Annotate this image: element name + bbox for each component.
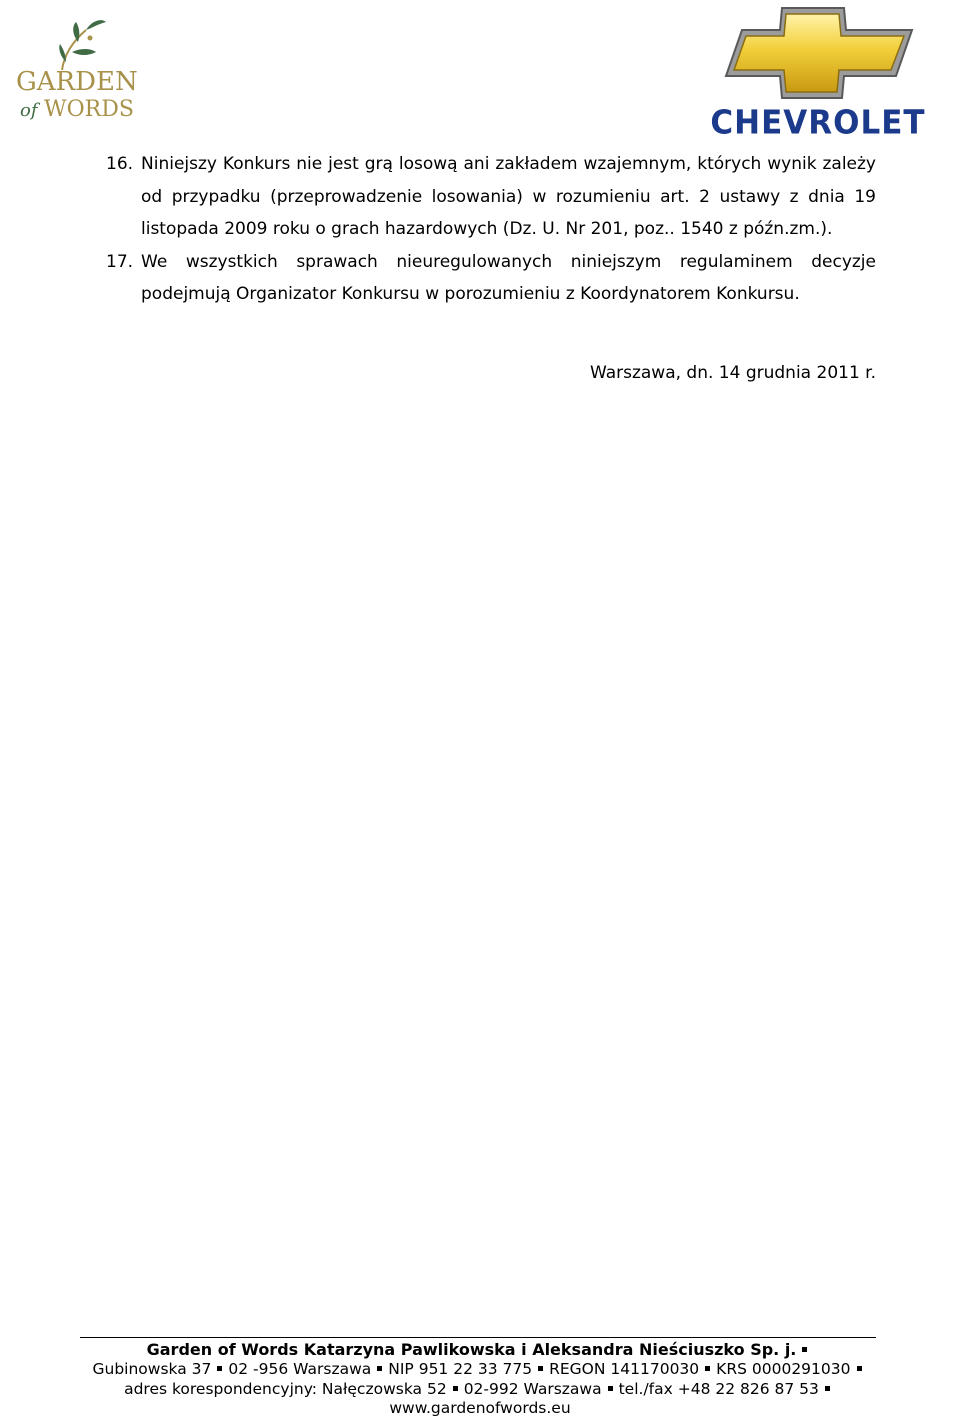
logo-text-garden: GARDEN [16, 67, 138, 97]
phone-fax: tel./fax +48 22 826 87 53 [618, 1380, 819, 1398]
logo-text-words: WORDS [44, 97, 134, 122]
footer-website-line [0, 1398, 960, 1418]
item-text: We wszystkich sprawach nieuregulowanych niniejszym regulaminem decyzje podejmują Organizator Konkursu w porozumieniu z Koordynatorem Konkursu. [141, 251, 876, 304]
footer-address-line [0, 1359, 960, 1379]
street: Gubinowska 37 [92, 1360, 212, 1378]
logo-text-of: of [20, 100, 38, 121]
place-and-date: Warszawa, dn. 14 grudnia 2011 r. [589, 363, 876, 383]
separator-bullet [825, 1386, 830, 1391]
company-name: Garden of Words Katarzyna Pawlikowska i Aleksandra Nieściuszko Sp. j. [146, 1340, 797, 1359]
separator-bullet [217, 1366, 222, 1371]
separator-bullet [705, 1366, 710, 1371]
separator-bullet [857, 1366, 862, 1371]
item-number: 16. [106, 154, 134, 174]
list-item [106, 246, 876, 311]
footer-correspondence-line [0, 1379, 960, 1399]
separator-bullet [538, 1366, 543, 1371]
separator-bullet [377, 1366, 382, 1371]
postal-city: 02 -956 Warszawa [228, 1360, 372, 1378]
garden-of-words-emblem [2, 12, 138, 126]
correspondence-address: adres korespondencyjny: Nałęczowska 52 [124, 1380, 447, 1398]
chevrolet-bowtie-icon [682, 2, 954, 102]
list-item [106, 148, 876, 246]
krs: KRS 0000291030 [716, 1360, 851, 1378]
regon: REGON 141170030 [549, 1360, 700, 1378]
separator-bullet [802, 1347, 807, 1352]
document-body [106, 148, 876, 311]
footer-company [0, 1340, 960, 1360]
correspondence-city: 02-992 Warszawa [463, 1380, 602, 1398]
website-link[interactable]: www.gardenofwords.eu [389, 1399, 571, 1417]
item-number: 17. [106, 251, 134, 272]
footer-divider [80, 1337, 876, 1338]
nip: NIP 951 22 33 775 [388, 1360, 533, 1378]
item-text: Niniejszy Konkurs nie jest grą losową ani zakładem wzajemnym, których wynik zależy od przypadku (przeprowadzenie losowania) w rozumieniu art. 2 ustawy z dnia 19 listopada 2009 roku o grach hazardowych (Dz. U. Nr 201, poz.. 1540 z późn.zm.). [141, 154, 876, 239]
garden-of-words-logo [2, 12, 138, 126]
chevrolet-logo [682, 2, 954, 140]
separator-bullet [453, 1386, 458, 1391]
separator-bullet [608, 1386, 613, 1391]
chevrolet-wordmark: CHEVROLET [710, 104, 926, 142]
